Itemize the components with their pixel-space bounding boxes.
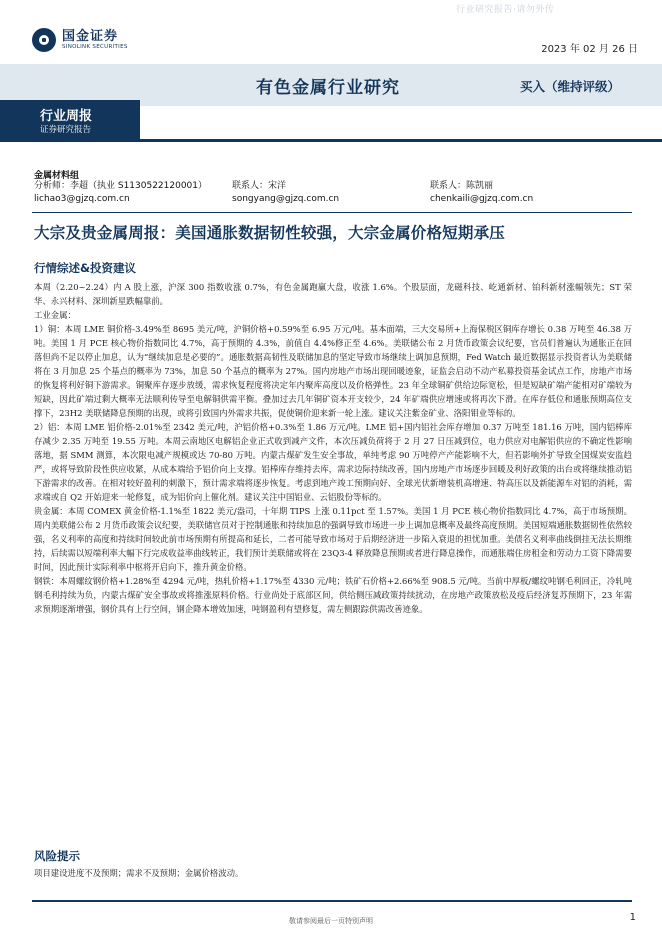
paragraph-aluminum: 2）铝：本周 LME 铝价格-2.01%至 2342 美元/吨，沪铝价格+0.3%至 1.86 万元/吨。LME 铝+国内铝社会库存增加 0.37 万吨至 181.16 万吨，国内铝棒库存减少 2.35 万吨至 19.55 万吨。本周云南地区电解铝企业正式收到减产文件，本次压减负荷将于 2 月 27 日压减到位，电力供应对电解铝供应的不确定性影响落地，据 SMM 测算，本次限电减产规模或达 70-80 万吨。内蒙古煤矿发生安全事故，单纯考虑 90 万吨停产产能影响不大，但若影响外扩导致全国煤炭安监趋严，或将导致阶段性供应收紧，从成本端给予铝价向上支撑。铝棒库存维持去库，需求边际持续改善，国内房地产市场逐步回暖及利好政策的出台或将继续推动铝下游需求的改善。在相对较好盈利的刺激下，预计需求端将逐步恢复。考虑到地产竣工预期向好、全球光伏新增装机高增速、特高压以及新能源车对铝的消耗，需求端或自 Q2 开始迎来一轮修复，成为铝价向上催化剂。建议关注中国铝业、云铝股份等标的。	[34, 422, 632, 502]
summary-body	[34, 280, 632, 616]
logo-emblem-icon	[32, 28, 56, 52]
analyst-3-name: 联系人：陈凯丽	[430, 181, 494, 191]
paragraph-copper: 1）铜：本周 LME 铜价格-3.49%至 8695 美元/吨，沪铜价格+0.59%至 6.95 万元/吨。基本面端，三大交易所+上海保税区铜库存增长 0.38 万吨至 46.38 万吨。美国 1 月 PCE 核心物价指数同比 4.7%，高于预期的 4.3%，前值自 4.4%修正至 4.6%。美联储公布 2 月货币政策会议纪要，官员们普遍认为通胀正在回落但尚不足以停止加息，认为“继续加息是必要的”。通胀数据高韧性及联储加息的坚定导致市场继续上调加息预期，Fed Watch 最近数据显示投资者认为美联储将在 3 月加息 25 个基点的概率为 73%，加息 50 个基点的概率为 27%。国内房地产市场出现回暖迹象，证监会启动不动产私募投资基金试点工作，房地产市场的恢复将利好铜下游需求。铜聚库存逐步放缓，需求恢复程度将决定年内聚库高度以及价格弹性。23 年全球铜矿供给边际宽松，但是短缺矿端产能相对矿端较为短缺，因此矿端过剩大概率无法顺利传导至电解铜供需平衡。叠加过去几年铜矿资本开支较少，24 年矿端供应增速或将再次下滑。在库存低位和通胀预期高位支撑下，23H2 美联储降息预期的出现，或将引致国内外需求共振，促使铜价迎来新一轮上涨。建议关注紫金矿业、洛阳钼业等标的。	[34, 324, 632, 418]
paragraph-steel: 钢铁：本周螺纹钢价格+1.28%至 4294 元/吨，热轧价格+1.17%至 4330 元/吨；铁矿石价格+2.66%至 908.5 元/吨。当前中厚板/螺纹吨钢毛利回正，冷轧吨钢毛利持续为负，内蒙古煤矿安全事故或将推涨原料价格。行业尚处于底部区间，供给侧压减政策持续扰动，在房地产政策放松及疫后经济复苏预期下，23 年需求预期逐渐增强，钢价具有上行空间，钢企降本增效加速，吨钢盈利有望修复，需左侧跟踪供需改善迹象。	[34, 576, 632, 614]
paragraph-industrial-label: 工业金属：	[34, 310, 76, 320]
analyst-2	[232, 180, 339, 206]
analyst-divider	[32, 212, 632, 213]
analyst-2-name: 联系人：宋洋	[232, 181, 287, 191]
paragraph-market: 本周（2.20~2.24）内 A 股上涨，沪深 300 指数收涨 0.7%，有色金属跑赢大盘，收涨 1.6%。个股层面，龙磁科技、屹通新材、铂科新材涨幅领先；ST 荣华、永兴材料、深圳新星跌幅靠前。	[34, 282, 632, 306]
analyst-1-email[interactable]: lichao3@gjzq.com.cn	[34, 194, 130, 204]
analyst-3-email[interactable]: chenkaili@gjzq.com.cn	[430, 194, 534, 204]
analyst-1	[34, 180, 207, 206]
analyst-group: 金属材料组	[34, 171, 80, 181]
paragraph-risk: 项目建设进度不及预期；需求不及预期；金属价格波动。	[34, 868, 244, 878]
analyst-1-name: 分析师：李超（执业 S1130522120001）	[34, 181, 208, 191]
page-number: 1	[629, 912, 636, 923]
analyst-2-email[interactable]: songyang@gjzq.com.cn	[232, 194, 340, 204]
report-type: 行业周报	[40, 109, 93, 124]
industry-title: 有色金属行业研究	[256, 78, 400, 98]
paragraph-precious-metals: 贵金属：本周 COMEX 黄金价格-1.1%至 1822 美元/盎司，十年期 TIPS 上涨 0.11pct 至 1.57%。美国 1 月 PCE 核心物价指数同比 4.7%，高于市场预期。周内美联储公布 2 月货币政策会议纪要，美联储官员对于控制通胀和持续加息的强调导致市场进一步上调加息概率及最终高度预期。美国短端通胀数据韧性依然较强，名义利率的高度和持续时间较此前市场预期有所提高和延长，二者可能导致市场对于后期经济进一步陷入衰退的担忧加重。美债名义利率曲线倒挂无法长期维持，后续需以短端利率大幅下行完成收益率曲线转正，我们预计美联储或将在 23Q3-4 释放降息预期或者进行降息操作，而通胀端住房租金和劳动力工资下降需要时间，因此预计实际利率中枢将开启向下，推升黄金价格。	[34, 506, 632, 572]
logo-en-text: SINOLINK SECURITIES	[62, 43, 128, 50]
rating-label: 买入（维持评级）	[520, 79, 621, 94]
report-date: 2023 年 02 月 26 日	[541, 44, 638, 55]
report-title: 大宗及贵金属周报：美国通胀数据韧性较强，大宗金属价格短期承压	[34, 224, 506, 242]
top-watermark: 行业研究报告·请勿外传	[456, 5, 555, 15]
report-subtype: 证券研究报告	[40, 125, 92, 135]
header-divider	[0, 139, 662, 142]
section-risk-heading: 风险提示	[34, 849, 80, 863]
brand-logo	[32, 28, 128, 52]
section-summary-heading: 行情综述&投资建议	[34, 261, 137, 275]
footer-divider	[32, 900, 632, 902]
risk-body	[34, 866, 632, 880]
footer-disclaimer: 敬请参阅最后一页特别声明	[289, 917, 373, 925]
logo-cn-text: 国金证券	[62, 28, 119, 44]
analyst-3	[430, 180, 533, 206]
